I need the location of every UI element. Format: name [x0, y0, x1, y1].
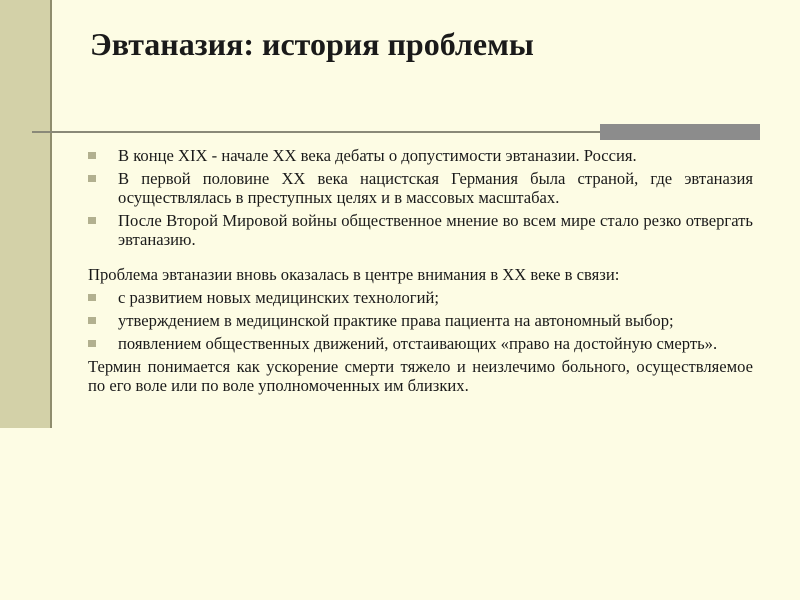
- square-bullet-icon: [88, 294, 96, 301]
- list-item-text: с развитием новых медицинских технологий;: [118, 288, 439, 307]
- slide-title: Эвтаназия: история проблемы: [90, 26, 534, 62]
- square-bullet-icon: [88, 217, 96, 224]
- list-item: [88, 211, 753, 249]
- square-bullet-icon: [88, 175, 96, 182]
- title-divider-line: [32, 131, 602, 133]
- square-bullet-icon: [88, 152, 96, 159]
- list-item-text: В первой половине XX века нацистская Германия была страной, где эвтаназия осуществлялась в преступных целях и в массовых масштабах.: [118, 169, 753, 207]
- list-item-text: появлением общественных движений, отстаивающих «право на достойную смерть».: [118, 334, 718, 353]
- list-item: [88, 311, 753, 330]
- list-item-text: В конце XIX - начале XX века дебаты о допустимости эвтаназии. Россия.: [118, 146, 637, 165]
- left-accent-bar: [0, 0, 52, 428]
- definition-text: Термин понимается как ускорение смерти тяжело и неизлечимо больного, осуществляемое по его воле или по воле уполномоченных им близких.: [88, 357, 753, 395]
- title-divider-block: [600, 124, 760, 140]
- definition-paragraph: [88, 357, 753, 395]
- square-bullet-icon: [88, 317, 96, 324]
- slide-body: [88, 146, 753, 399]
- list-item: [88, 169, 753, 207]
- intro-paragraph: Проблема эвтаназии вновь оказалась в центре внимания в XX веке в связи:: [88, 265, 620, 284]
- square-bullet-icon: [88, 340, 96, 347]
- list-item: [88, 146, 753, 165]
- list-item-text: утверждением в медицинской практике права пациента на автономный выбор;: [118, 311, 674, 330]
- list-item-text: После Второй Мировой войны общественное мнение во всем мире стало резко отвергать эвтаназию.: [118, 211, 753, 249]
- list-item: [88, 334, 753, 353]
- list-item: [88, 288, 753, 307]
